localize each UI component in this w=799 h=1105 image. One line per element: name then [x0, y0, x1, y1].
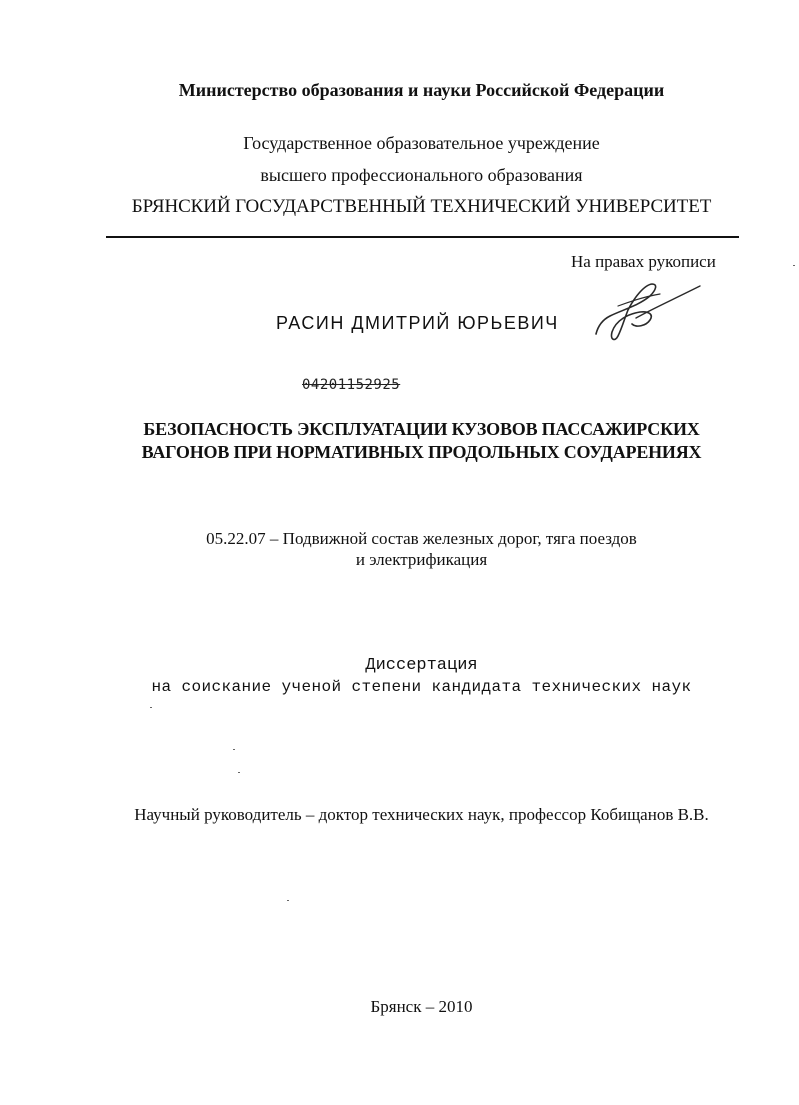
scan-speck: [150, 707, 152, 708]
scan-speck: [238, 772, 240, 773]
institution-line-2: высшего профессионального образования: [260, 165, 583, 185]
specialty-line-2: и электрификация: [355, 550, 488, 569]
manuscript-rights-note: На правах рукописи: [571, 252, 716, 271]
dissertation-title-line-1: БЕЗОПАСНОСТЬ ЭКСПЛУАТАЦИИ КУЗОВОВ ПАССАЖИРСКИХ: [143, 419, 700, 439]
catalog-stamp-number: [302, 377, 400, 393]
header-divider: [106, 236, 739, 238]
degree-sought: на соискание ученой степени кандидата технических наук: [151, 678, 692, 696]
university-name: БРЯНСКИЙ ГОСУДАРСТВЕННЫЙ ТЕХНИЧЕСКИЙ УНИВЕРСИТЕТ: [131, 196, 712, 217]
ministry-heading: Министерство образования и науки Российской Федерации: [178, 80, 665, 100]
scan-speck: [233, 749, 235, 750]
dissertation-label: Диссертация: [365, 656, 478, 675]
handwritten-signature: [588, 276, 713, 346]
institution-line-1: Государственное образовательное учреждение: [243, 133, 600, 153]
catalog-stamp-text: 04201152925: [302, 377, 401, 393]
author-name: РАСИН ДМИТРИЙ ЮРЬЕВИЧ: [276, 313, 559, 333]
scan-speck: [793, 265, 795, 266]
city-and-year: Брянск – 2010: [370, 997, 473, 1016]
scan-speck: [287, 900, 289, 901]
dissertation-title-line-2: ВАГОНОВ ПРИ НОРМАТИВНЫХ ПРОДОЛЬНЫХ СОУДАРЕНИЯХ: [141, 442, 702, 462]
specialty-line-1: 05.22.07 – Подвижной состав железных дорог, тяга поездов: [206, 529, 637, 548]
scientific-supervisor: Научный руководитель – доктор технических наук, профессор Кобищанов В.В.: [134, 805, 709, 824]
